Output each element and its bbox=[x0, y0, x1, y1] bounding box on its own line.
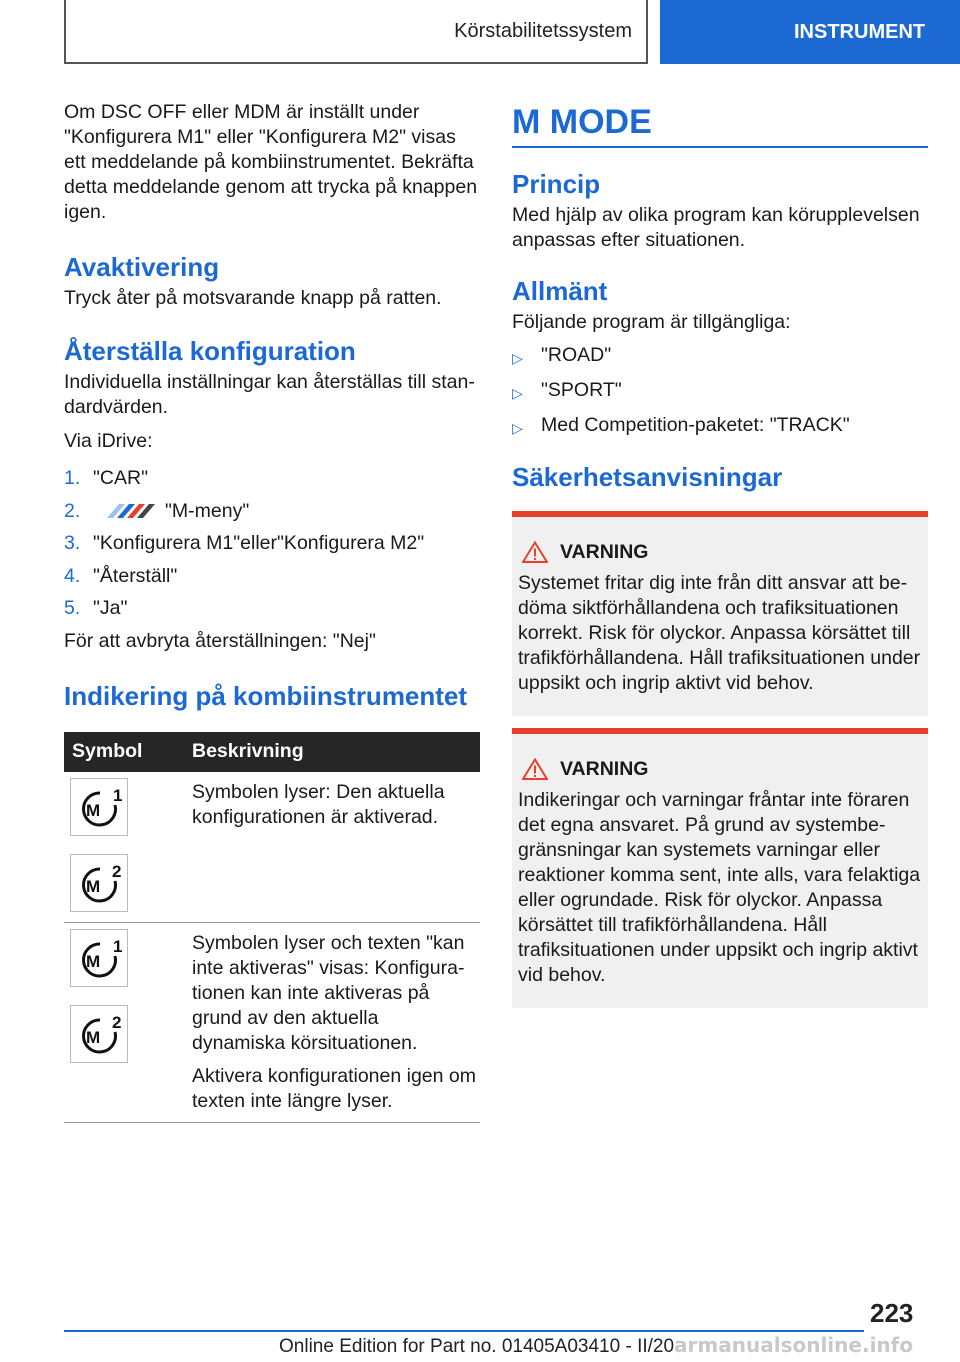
m-stripes-icon bbox=[99, 504, 157, 518]
symbol-table bbox=[64, 732, 480, 1123]
step-number: 4. bbox=[64, 564, 81, 587]
svg-text:2: 2 bbox=[112, 861, 122, 881]
warning-box bbox=[512, 728, 928, 1008]
table-row bbox=[64, 922, 480, 1122]
m2-icon bbox=[70, 854, 128, 912]
brand-watermark[interactable]: armanualsonline.info bbox=[674, 1333, 914, 1357]
general-text: Följande program är tillgängliga: bbox=[512, 311, 791, 333]
reset-text: Individuella inställningar kan återställas till standardvärden. bbox=[64, 371, 475, 418]
mmode-heading: M MODE bbox=[512, 100, 928, 148]
warning-triangle-icon bbox=[522, 758, 548, 780]
program-name: Med Competition-paketet: "TRACK" bbox=[541, 414, 850, 436]
chapter-tab[interactable] bbox=[660, 0, 960, 64]
m2-icon bbox=[70, 1005, 128, 1063]
step-number: 5. bbox=[64, 597, 81, 619]
step-text: "Återställ" bbox=[93, 564, 178, 587]
svg-text:1: 1 bbox=[113, 785, 123, 805]
left-column bbox=[64, 100, 480, 1123]
program-list bbox=[512, 343, 928, 441]
warning-title: VARNING bbox=[560, 758, 649, 780]
triangle-bullet-icon: ▷ bbox=[512, 350, 523, 366]
svg-text:1: 1 bbox=[113, 936, 123, 956]
svg-text:M: M bbox=[86, 876, 101, 896]
warning-text: Indikeringar och varningar fråntar inte föraren det egna ansvaret. På grund av systembegränsningar kan systemets varningar eller reaktioner komma sent, inte alls, vara felaktiga eller ogrundade. Risk för olyckor. Anpassa körsättet till trafikförhållandena. Håll trafiksituationen under uppsikt och ingrip aktivt vid behov. bbox=[518, 789, 921, 986]
row-description: Symbolen lyser och texten "kan inte aktiveras" visas: Konfigurationen kan inte aktiveras på grund av den aktuella dynamiska körsituationen. bbox=[192, 931, 465, 1054]
warning-triangle-icon bbox=[522, 541, 548, 563]
col-header-description: Beskrivning bbox=[188, 732, 480, 772]
principle-text: Med hjälp av olika program kan körupplevelsen anpassas efter situationen. bbox=[512, 204, 920, 251]
m1-icon bbox=[70, 929, 128, 987]
header-section-title bbox=[64, 0, 648, 64]
intro-paragraph: Om DSC OFF eller MDM är inställt under "Konfigurera M1" eller "Konfigurera M2" visas ett meddelande på kombiinstrumentet. Bekräfta detta meddelande genom att trycka på knappen igen. bbox=[64, 101, 478, 223]
edition-text: Online Edition for Part no. 01405A03410 - II/20 bbox=[279, 1336, 675, 1357]
program-name: "SPORT" bbox=[541, 379, 622, 401]
right-column bbox=[512, 100, 928, 1008]
table-row bbox=[64, 772, 480, 923]
row-description: Symbolen lyser: Den aktuella konfigurationen är aktiverad. bbox=[192, 780, 445, 828]
step-text: "Konfigurera M1"eller"Konfigurera M2" bbox=[93, 532, 425, 554]
list-item bbox=[64, 596, 480, 621]
step-number: 3. bbox=[64, 532, 81, 554]
footer-edition bbox=[279, 1332, 913, 1360]
step-number: 1. bbox=[64, 467, 81, 489]
principle-heading: Princip bbox=[512, 169, 601, 199]
svg-text:M: M bbox=[86, 1027, 101, 1047]
step-text: "CAR" bbox=[93, 467, 149, 489]
cancel-text: För att avbryta återställningen: "Nej" bbox=[64, 629, 376, 652]
indication-heading: Indikering på kombiinstrumentet bbox=[64, 680, 468, 711]
via-idrive-text: Via iDrive: bbox=[64, 430, 153, 452]
step-text: "M-meny" bbox=[165, 499, 250, 522]
reset-steps-list bbox=[64, 466, 480, 621]
section-title: Körstabilitetssystem bbox=[454, 19, 632, 42]
reset-heading: Återställa konfiguration bbox=[64, 336, 356, 366]
warning-text: Systemet fritar dig inte från ditt ansvar att bedöma siktförhållandena och trafiksituationen korrekt. Risk för olyckor. Anpassa körsättet till trafikförhållandena. Håll trafiksituationen under uppsikt och ingrip aktivt vid behov. bbox=[518, 572, 921, 694]
page-number: 223 bbox=[870, 1298, 914, 1328]
list-item bbox=[64, 466, 480, 491]
svg-text:M: M bbox=[86, 951, 101, 971]
m1-icon bbox=[70, 778, 128, 836]
deactivate-heading: Avaktivering bbox=[64, 252, 220, 282]
safety-heading: Säkerhetsanvisningar bbox=[512, 462, 783, 492]
svg-text:M: M bbox=[86, 800, 101, 820]
list-item bbox=[512, 343, 928, 371]
warning-box bbox=[512, 511, 928, 716]
list-item bbox=[64, 499, 480, 524]
svg-text:2: 2 bbox=[112, 1012, 122, 1032]
list-item bbox=[512, 413, 928, 441]
row-description-extra: Aktivera konfigurationen igen om texten inte längre lyser. bbox=[192, 1064, 476, 1112]
chapter-tab-label: INSTRUMENT bbox=[794, 20, 926, 43]
program-name: "ROAD" bbox=[541, 344, 612, 366]
step-number: 2. bbox=[64, 499, 81, 522]
triangle-bullet-icon: ▷ bbox=[512, 420, 523, 436]
list-item bbox=[64, 531, 480, 556]
triangle-bullet-icon: ▷ bbox=[512, 385, 523, 401]
list-item bbox=[512, 378, 928, 406]
general-heading: Allmänt bbox=[512, 276, 608, 306]
warning-title: VARNING bbox=[560, 541, 649, 563]
step-text: "Ja" bbox=[93, 597, 128, 619]
list-item bbox=[64, 564, 480, 589]
col-header-symbol: Symbol bbox=[64, 732, 188, 772]
deactivate-text: Tryck åter på motsvarande knapp på ratten. bbox=[64, 287, 442, 309]
